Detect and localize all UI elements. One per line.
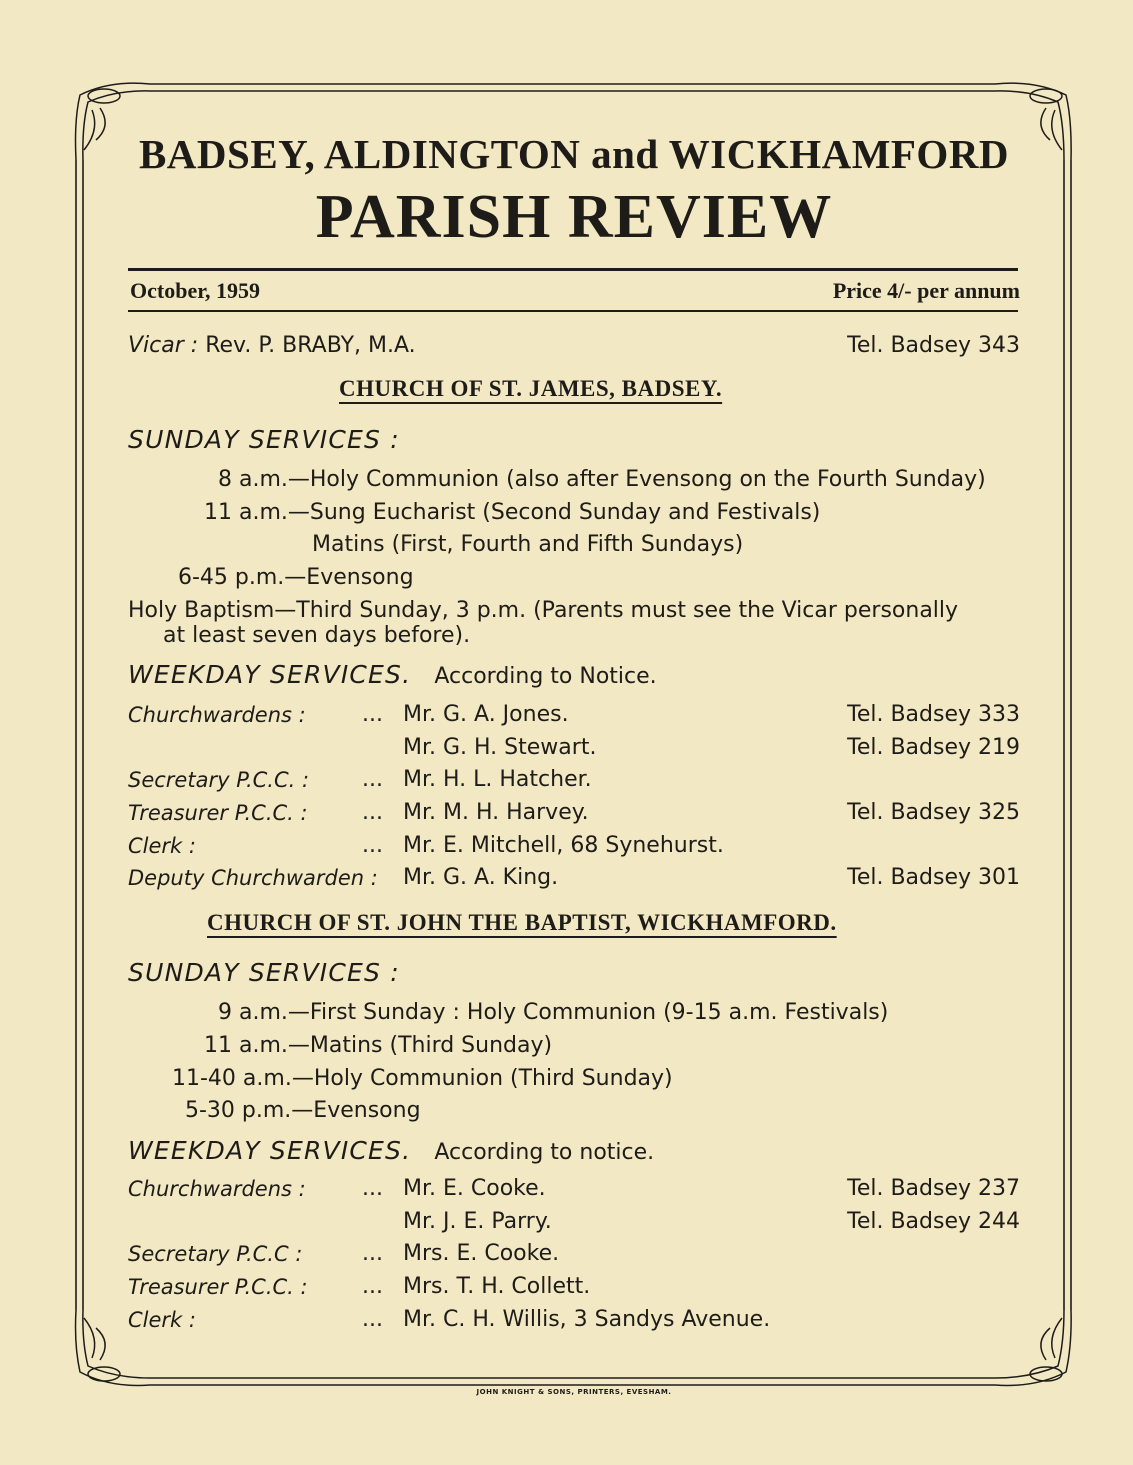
badsey-officer-role: Deputy Churchwarden : (128, 866, 378, 890)
issue-date: October, 1959 (130, 278, 260, 303)
wickhamford-officer-dots: ... (362, 1176, 383, 1201)
badsey-officer-name: Mr. G. H. Stewart. (403, 735, 597, 760)
badsey-service-1: 8 a.m.—Holy Communion (also after Evensong on the Fourth Sunday) (218, 467, 986, 492)
badsey-officer-name: Mr. H. L. Hatcher. (403, 767, 592, 792)
wickhamford-officer-name: Mrs. E. Cooke. (403, 1241, 560, 1266)
badsey-officer-dots: ... (362, 702, 383, 727)
wickhamford-service-3: 11-40 a.m.—Holy Communion (Third Sunday) (172, 1066, 673, 1091)
badsey-officer-role: Churchwardens : (128, 703, 306, 727)
badsey-officer-tel: Tel. Badsey 219 (847, 735, 1020, 760)
badsey-officer-name: Mr. M. H. Harvey. (403, 800, 589, 825)
wickhamford-officer-role: Treasurer P.C.C. : (128, 1275, 308, 1299)
badsey-officer-tel: Tel. Badsey 325 (847, 800, 1020, 825)
wickhamford-officer-name: Mr. E. Cooke. (403, 1176, 546, 1201)
vicar-name: Rev. P. BRABY, M.A. (205, 333, 416, 358)
badsey-baptism-line-1: Holy Baptism—Third Sunday, 3 p.m. (Parents must see the Vicar personally (128, 598, 959, 623)
wickhamford-service-2: 11 a.m.—Matins (Third Sunday) (204, 1033, 553, 1058)
badsey-officer-dots: ... (362, 767, 383, 792)
wickhamford-sunday-heading: SUNDAY SERVICES : (128, 958, 400, 987)
badsey-church-heading: CHURCH OF ST. JAMES, BADSEY. (339, 376, 723, 401)
wickhamford-officer-tel: Tel. Badsey 237 (847, 1176, 1020, 1201)
badsey-service-4: 6-45 p.m.—Evensong (178, 565, 414, 590)
badsey-officer-name: Mr. E. Mitchell, 68 Synehurst. (403, 833, 724, 858)
wickhamford-officer-dots: ... (362, 1241, 383, 1266)
vicar-line (128, 333, 416, 358)
badsey-officer-dots: ... (362, 833, 383, 858)
badsey-baptism-line-2: at least seven days before). (163, 623, 471, 648)
vicar-tel: Tel. Badsey 343 (847, 333, 1020, 358)
wickhamford-officer-name: Mrs. T. H. Collett. (403, 1274, 591, 1299)
badsey-officer-name: Mr. G. A. Jones. (403, 702, 569, 727)
printer-imprint: JOHN KNIGHT & SONS, PRINTERS, EVESHAM. (476, 1388, 672, 1396)
wickhamford-officer-name: Mr. C. H. Willis, 3 Sandys Avenue. (403, 1307, 771, 1332)
wickhamford-service-4: 5-30 p.m.—Evensong (185, 1098, 421, 1123)
wickhamford-service-1: 9 a.m.—First Sunday : Holy Communion (9-15 a.m. Festivals) (218, 1000, 889, 1025)
wickhamford-officer-tel: Tel. Badsey 244 (847, 1209, 1020, 1234)
badsey-officer-role: Clerk : (128, 834, 196, 858)
vicar-label: Vicar : (128, 333, 199, 358)
masthead-bottom-rule (128, 310, 1018, 312)
badsey-officer-dots: ... (362, 800, 383, 825)
corner-ornament-bottom-right-icon (995, 1310, 1071, 1385)
wickhamford-officer-role: Churchwardens : (128, 1177, 306, 1201)
masthead-title: PARISH REVIEW (315, 183, 833, 251)
badsey-officer-tel: Tel. Badsey 333 (847, 702, 1020, 727)
badsey-service-3: Matins (First, Fourth and Fifth Sundays) (312, 532, 744, 557)
badsey-officer-name: Mr. G. A. King. (403, 865, 559, 890)
badsey-officer-role: Secretary P.C.C. : (128, 768, 310, 792)
badsey-weekday-heading: WEEKDAY SERVICES. (128, 660, 412, 689)
price: Price 4/- per annum (832, 278, 1020, 303)
masthead-top-rule (128, 268, 1018, 271)
wickhamford-officer-name: Mr. J. E. Parry. (403, 1209, 552, 1234)
badsey-officer-role: Treasurer P.C.C. : (128, 801, 308, 825)
badsey-officer-tel: Tel. Badsey 301 (847, 865, 1020, 890)
badsey-service-2: 11 a.m.—Sung Eucharist (Second Sunday and Festivals) (204, 500, 821, 525)
wickhamford-officer-role: Secretary P.C.C : (128, 1242, 303, 1266)
wickhamford-weekday-note: According to notice. (434, 1140, 655, 1165)
badsey-weekday-note: According to Notice. (434, 664, 657, 689)
wickhamford-weekday-heading: WEEKDAY SERVICES. (128, 1136, 412, 1165)
wickhamford-church-heading: CHURCH OF ST. JOHN THE BAPTIST, WICKHAMFORD. (207, 910, 837, 935)
wickhamford-officer-dots: ... (362, 1274, 383, 1299)
wickhamford-officer-role: Clerk : (128, 1308, 196, 1332)
wickhamford-officer-dots: ... (362, 1307, 383, 1332)
badsey-weekday-line (128, 660, 657, 689)
wickhamford-weekday-line (128, 1136, 654, 1165)
badsey-sunday-heading: SUNDAY SERVICES : (128, 425, 400, 454)
masthead-parishes: BADSEY, ALDINGTON and WICKHAMFORD (138, 131, 1010, 177)
